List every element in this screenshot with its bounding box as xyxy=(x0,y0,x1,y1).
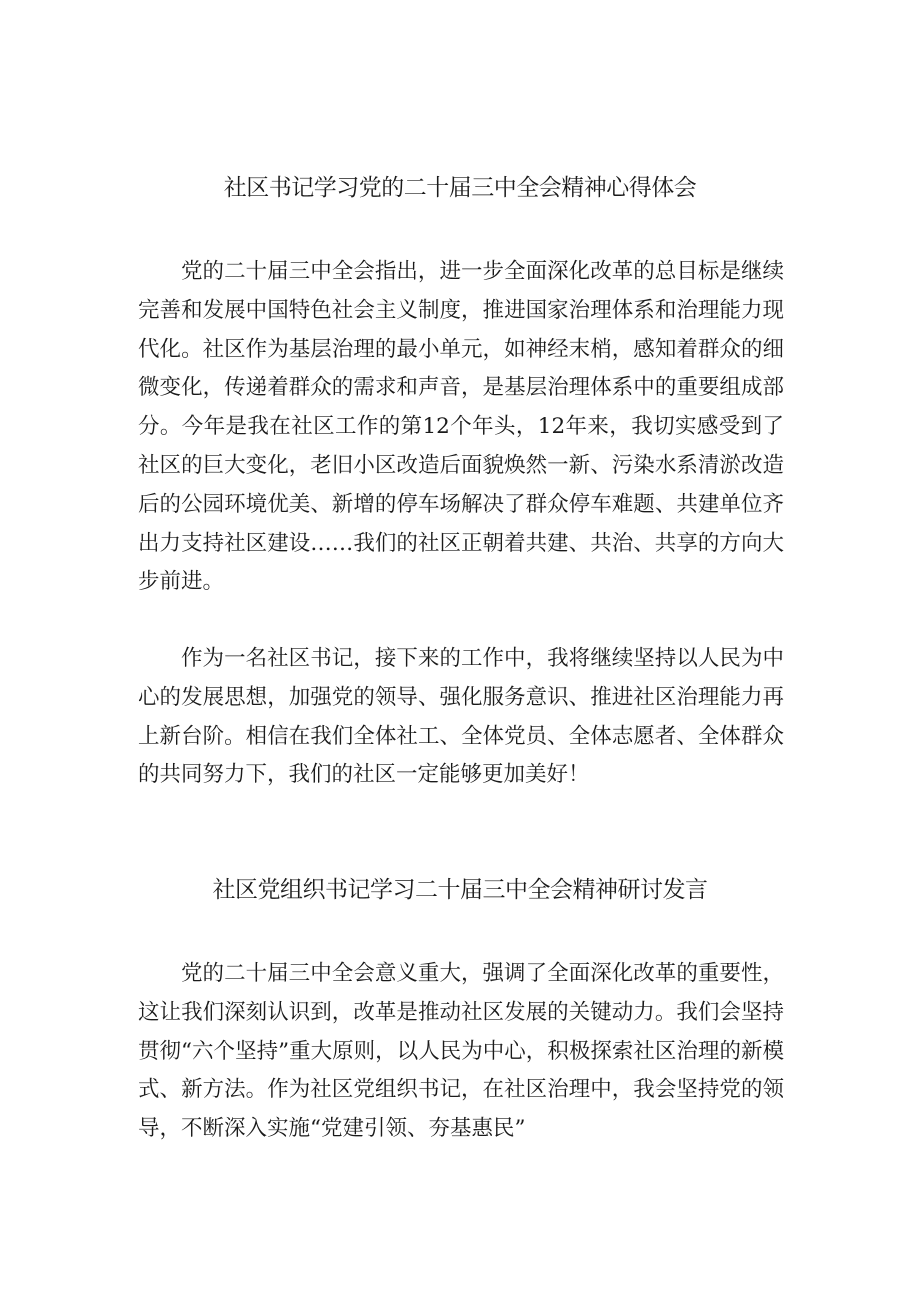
section-1-paragraph-2: 作为一名社区书记，接下来的工作中，我将继续坚持以人民为中心的发展思想，加强党的领导、强化服务意识、推进社区治理能力再上新台阶。相信在我们全体社工、全体党员、全体志愿者、全体群众的共同努力下，我们的社区一定能够更加美好！ xyxy=(138,646,784,788)
section-2-paragraph-1: 党的二十届三中全会意义重大，强调了全面深化改革的重要性，这让我们深刻认识到，改革是推动社区发展的关键动力。我们会坚持贯彻“六个坚持”重大原则，以人民为中心，积极探索社区治理的新模式、新方法。作为社区党组织书记，在社区治理中，我会坚持党的领导，不断深入实施“党建引领、夯基惠民” xyxy=(138,961,784,1142)
section-title-2: 社区党组织书记学习二十届三中全会精神研讨发言 xyxy=(212,877,708,903)
section-title-1: 社区书记学习党的二十届三中全会精神心得体会 xyxy=(223,175,697,201)
section-1-paragraph-1: 党的二十届三中全会指出，进一步全面深化改革的总目标是继续完善和发展中国特色社会主义制度，推进国家治理体系和治理能力现代化。社区作为基层治理的最小单元，如神经末梢，感知着群众的细微变化，传递着群众的需求和声音，是基层治理体系中的重要组成部分。今年是我在社区工作的第12个年头，12年来，我切实感受到了社区的巨大变化，老旧小区改造后面貌焕然一新、污染水系清淤改造后的公园环境优美、新增的停车场解决了群众停车难题、共建单位齐出力支持社区建设……我们的社区正朝着共建、共治、共享的方向大步前进。 xyxy=(138,259,784,595)
